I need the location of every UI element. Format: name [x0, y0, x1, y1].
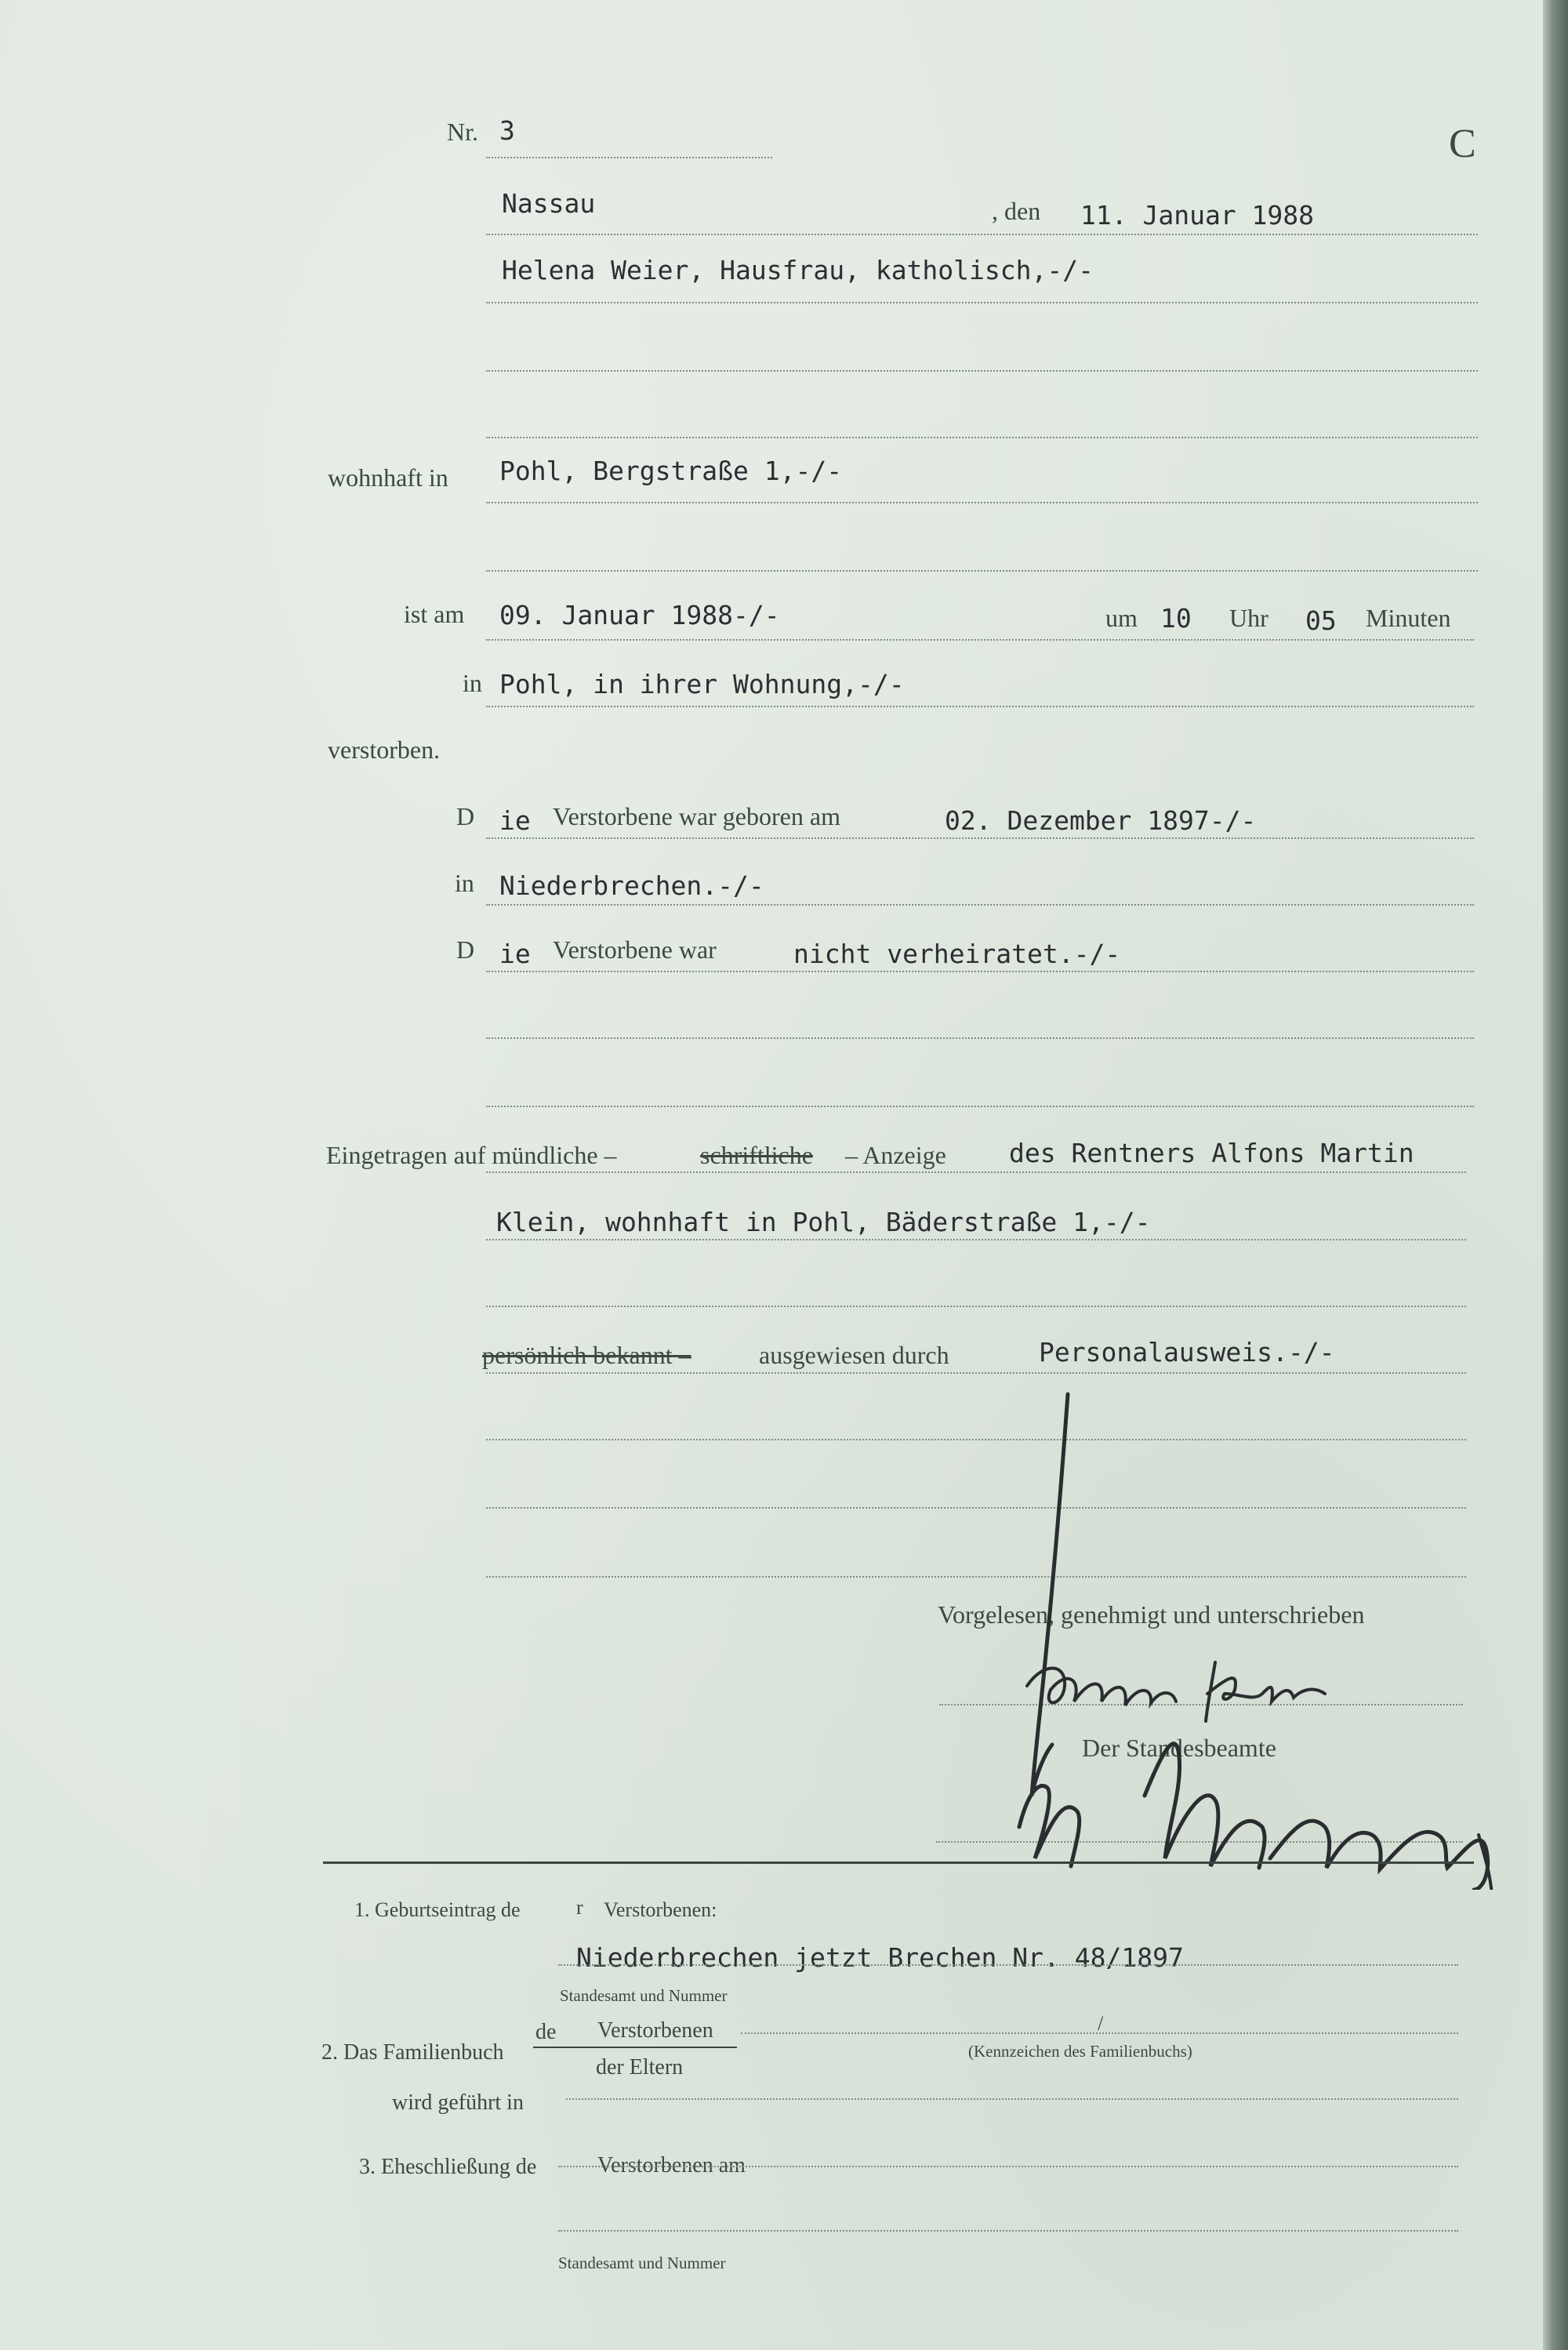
- standesamt-nummer-label-2: Standesamt und Nummer: [558, 2254, 726, 2272]
- date-value: 11. Januar 1988: [1080, 200, 1315, 231]
- ausgewiesen-label: ausgewiesen durch: [759, 1341, 949, 1369]
- death-date-value: 09. Januar 1988-/-: [499, 600, 780, 630]
- anzeige-label: – Anzeige: [845, 1141, 946, 1169]
- residence-line-1: [486, 502, 1478, 503]
- minuten-label: Minuten: [1366, 604, 1451, 632]
- eingetragen-label: Eingetragen auf mündliche –: [326, 1141, 617, 1169]
- in-label: in: [463, 669, 482, 697]
- item2-gefuehrt-label: wird geführt in: [392, 2090, 524, 2115]
- kennzeichen-label: (Kennzeichen des Familienbuchs): [968, 2042, 1192, 2061]
- item2-eltern: der Eltern: [596, 2055, 684, 2079]
- item3-label: 3. Eheschließung de: [359, 2155, 537, 2179]
- d-prefix-2: D: [456, 935, 475, 964]
- ie-1: ie: [499, 805, 531, 836]
- birth-date-line: [486, 837, 1474, 839]
- minutes-value: 05: [1305, 605, 1337, 636]
- residence-line-2: [486, 570, 1478, 572]
- ie-2: ie: [499, 939, 531, 969]
- informant-line-2: Klein, wohnhaft in Pohl, Bäderstraße 1,-/-: [496, 1207, 1151, 1237]
- item2-line: [741, 2032, 1458, 2034]
- marital-value: nicht verheiratet.-/-: [793, 939, 1121, 969]
- item2-label: 2. Das Familienbuch: [321, 2040, 504, 2065]
- item2-slash: /: [1098, 2012, 1104, 2035]
- uhr-label: Uhr: [1229, 604, 1269, 632]
- informant-line-1: des Rentners Alfons Martin: [1009, 1138, 1414, 1168]
- death-date-line: [486, 639, 1474, 641]
- standesbeamte-label: Der Standesbeamte: [1082, 1734, 1276, 1762]
- born-label: Verstorbene war geboren am: [553, 802, 840, 830]
- declarant-line-1: [486, 302, 1478, 303]
- vorgelesen-label: Vorgelesen, genehmigt und unterschrieben: [938, 1600, 1365, 1629]
- item3-rest: Verstorbenen am: [597, 2153, 746, 2177]
- form-letter: C: [1449, 122, 1476, 166]
- birth-date-value: 02. Dezember 1897-/-: [945, 805, 1257, 836]
- nr-value: 3: [499, 115, 515, 146]
- marital-line-3: [486, 1106, 1474, 1107]
- declarant-value: Helena Weier, Hausfrau, katholisch,-/-: [502, 255, 1094, 285]
- declarant-line-2: [486, 370, 1478, 372]
- item2-fraction-bar: [533, 2047, 737, 2048]
- registrar-signature: [1011, 1388, 1497, 1890]
- item1-value: Niederbrechen jetzt Brechen Nr. 48/1897: [576, 1942, 1184, 1973]
- birth-place-value: Niederbrechen.-/-: [499, 870, 764, 901]
- hour-value: 10: [1160, 603, 1192, 634]
- declarant-line-3: [486, 437, 1478, 438]
- in-label-2: in: [455, 869, 474, 897]
- item2-verstorbenen: Verstorbenen: [597, 2018, 713, 2043]
- d-prefix-1: D: [456, 802, 475, 830]
- birth-place-line: [486, 904, 1474, 906]
- informant-signature: [1019, 1647, 1333, 1733]
- id-rule-1: [486, 1372, 1466, 1374]
- verstorben-label: verstorben.: [328, 736, 441, 764]
- wohnhaft-label: wohnhaft in: [328, 463, 448, 492]
- item3-line-1: [558, 2166, 1458, 2167]
- den-label: , den: [992, 197, 1041, 225]
- death-place-line: [486, 706, 1474, 707]
- nr-line: [486, 157, 772, 158]
- nr-label: Nr.: [447, 118, 478, 146]
- marital-line-2: [486, 1037, 1474, 1039]
- ist-am-label: ist am: [404, 600, 465, 628]
- item2-de: de: [535, 2020, 557, 2044]
- war-label: Verstorbene war: [553, 935, 717, 964]
- um-label: um: [1105, 604, 1138, 632]
- item1-rest: Verstorbenen:: [604, 1898, 717, 1921]
- bekannt-struck: persönlich bekannt –: [482, 1341, 691, 1369]
- place-line: [486, 234, 1478, 235]
- informant-rule-3: [486, 1306, 1466, 1307]
- footer-separator: [323, 1861, 1474, 1864]
- item3-line-2: [558, 2230, 1458, 2232]
- marital-line-1: [486, 971, 1474, 972]
- item1-label: 1. Geburtseintrag de: [354, 1898, 521, 1921]
- item1-suffix: r: [576, 1896, 583, 1919]
- residence-value: Pohl, Bergstraße 1,-/-: [499, 456, 843, 486]
- book-edge: [1543, 0, 1568, 2350]
- standesamt-nummer-label: Standesamt und Nummer: [560, 1986, 728, 2005]
- id-doc-value: Personalausweis.-/-: [1039, 1337, 1335, 1368]
- death-place-value: Pohl, in ihrer Wohnung,-/-: [499, 669, 905, 699]
- informant-rule-2: [486, 1239, 1466, 1240]
- item2-gefuehrt-line: [566, 2098, 1458, 2100]
- item1-line: [558, 1964, 1458, 1966]
- place-value: Nassau: [502, 188, 596, 219]
- schriftliche-struck: schriftliche: [700, 1141, 813, 1169]
- informant-rule-1: [486, 1171, 1466, 1173]
